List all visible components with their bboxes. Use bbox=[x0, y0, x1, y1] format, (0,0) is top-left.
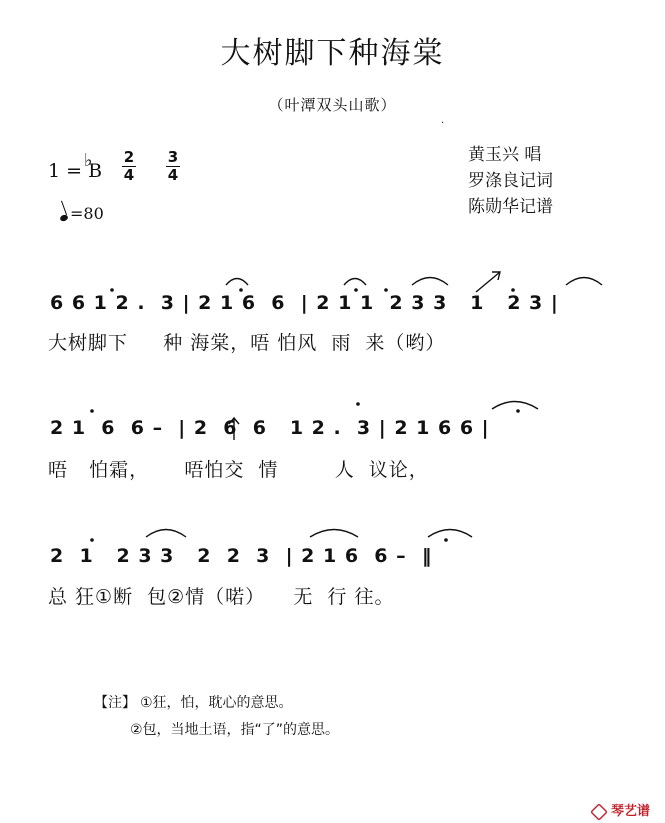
notation-line-3: 2 1 2 3 3 2 2 3 | 2 1 6 6 – ‖ bbox=[50, 545, 433, 567]
credit-composer: 陈勋华记谱 bbox=[468, 197, 553, 217]
key-note: B bbox=[88, 160, 103, 182]
rising-arrow-icon bbox=[476, 272, 500, 292]
lyrics-line-1: 大树脚下 种 海棠，唔 怕风 雨 来（哟） bbox=[48, 332, 446, 354]
time-sig-bottom: 4 bbox=[167, 166, 179, 184]
slur-mark bbox=[310, 530, 358, 538]
octave-dot bbox=[90, 409, 94, 413]
tempo-marking bbox=[60, 204, 104, 223]
key-signature bbox=[48, 150, 103, 182]
time-signature-3-4 bbox=[166, 150, 180, 183]
song-subtitle: （叶潭双头山歌） bbox=[268, 96, 397, 114]
time-sig-top: 2 bbox=[123, 148, 135, 166]
lyrics-line-2: 唔 怕霜， 唔怕交 情 人 议论， bbox=[48, 459, 429, 481]
slur-mark bbox=[428, 530, 472, 538]
octave-dot bbox=[444, 538, 448, 542]
footnote-1-text: ①狂，怕，耽心的意思。 bbox=[140, 695, 293, 711]
octave-dot bbox=[356, 402, 360, 406]
song-title: 大树脚下种海棠 bbox=[220, 36, 445, 71]
slur-mark bbox=[412, 278, 448, 286]
watermark bbox=[590, 800, 650, 821]
watermark-text: 琴艺谱 bbox=[611, 804, 651, 819]
lyrics-line-3: 总 狂①断 包②情（喏） 无 行 往。 bbox=[48, 586, 395, 608]
slur-mark bbox=[566, 278, 602, 286]
slur-mark bbox=[344, 279, 366, 286]
octave-dot bbox=[516, 409, 520, 413]
time-sig-bottom: 4 bbox=[123, 166, 135, 184]
octave-dot bbox=[90, 538, 94, 542]
slur-mark bbox=[492, 402, 538, 410]
footnote-prefix: 【注】 bbox=[94, 695, 136, 711]
quarter-note-icon bbox=[59, 214, 69, 222]
footnotes-block bbox=[94, 690, 339, 744]
flat-symbol: ♭ bbox=[84, 150, 93, 171]
slur-mark bbox=[226, 279, 248, 286]
qinyipu-logo-icon bbox=[590, 803, 608, 821]
notation-line-1: 6 6 1 2 . 3 | 2 1 6 6 | 2 1 1 2 3 3 1 2 3 | bbox=[50, 292, 559, 314]
credits-block bbox=[468, 142, 553, 220]
time-sig-top: 3 bbox=[167, 148, 179, 166]
slur-mark bbox=[146, 530, 186, 538]
footnote-1 bbox=[94, 690, 339, 717]
tempo-value: =80 bbox=[70, 204, 104, 223]
notation-line-2: 2 1 6 6 – | 2 6 6 1 2 . 3 | 2 1 6 6 | bbox=[50, 417, 490, 439]
key-prefix: 1 = bbox=[48, 160, 83, 182]
footnote-2: ②包，当地土语，指“了”的意思。 bbox=[130, 722, 340, 738]
time-signature-2-4 bbox=[122, 150, 136, 183]
rising-arrow-icon bbox=[492, 272, 500, 280]
small-mark: · bbox=[441, 118, 445, 129]
credit-lyricist: 罗涤良记词 bbox=[468, 171, 553, 191]
credit-singer: 黄玉兴 唱 bbox=[468, 145, 542, 165]
